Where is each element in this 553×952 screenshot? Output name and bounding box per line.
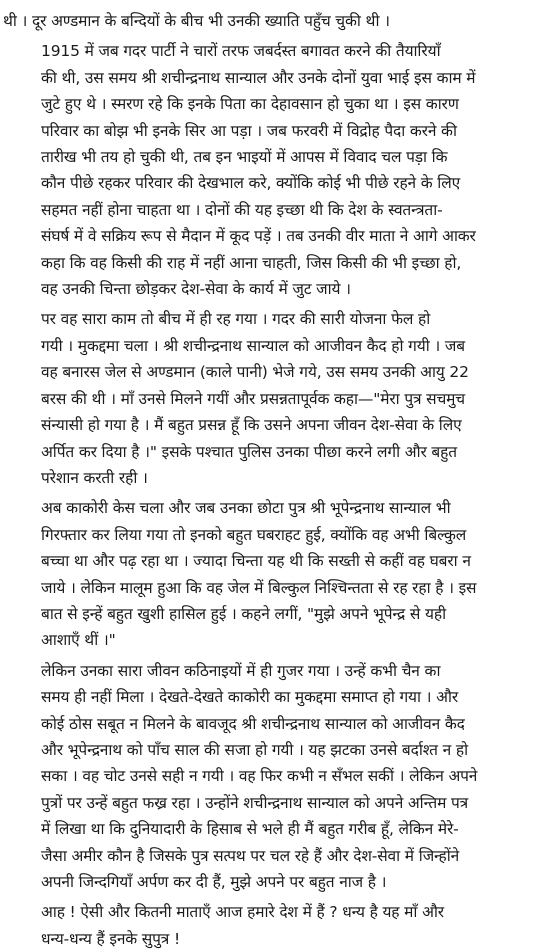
text-line: वह उनकी चिन्ता छोड़कर देश-सेवा के कार्य में जुट जाये । [41,280,351,299]
text-line: धन्य-धन्य हैं इनके सुपुत्र ! [41,929,181,948]
text-line: गयी । मुकद्दमा चला । श्री शचीन्द्रनाथ सान्याल को आजीवन कैद हो गयी । जब [41,336,465,355]
text-line: जुटे हुए थे । स्मरण रहे कि इनके पिता का देहावसान हो चुका था । इस कारण [41,95,459,114]
paragraph [3,8,547,34]
text-line: में लिखा था कि दुनियादारी के हिसाब से भले ही मैं बहुत गरीब हूँ, लेकिन मेरे- [41,820,459,839]
text-line: पुत्रों पर उन्हें बहुत फख्र रहा । उन्होंने शचीन्द्रनाथ सान्याल को अपने अन्तिम पत्र [41,793,469,812]
text-line: और भूपेन्द्रनाथ को पाँच साल की सजा हो गयी । यह झटका उनसे बर्दाश्त न हो [41,740,468,759]
text-line: परेशान करती रही । [41,468,148,487]
text-line: संन्यासी हो गया है । मैं बहुत प्रसन्न हूँ कि उसने अपना जीवन देश-सेवा के लिए [41,416,462,435]
paragraph [3,306,547,491]
text-line: समय ही नहीं मिला । देखते-देखते काकोरी का मुकद्दमा समाप्त हो गया । और [41,688,459,707]
paragraph [3,495,547,653]
text-line: जैसा अमीर कौन है जिसके पुत्र सत्पथ पर चल रहे हैं और देश-सेवा में जिन्होंने [41,846,460,865]
text-line: कहा कि वह किसी की राह में नहीं आना चाहती, जिस किसी की भी इच्छा हो, [41,253,462,272]
text-line: अर्पित कर दिया है ।" इसके पश्चात पुलिस उनका पीछा करने लगी और बहुत [41,442,457,461]
text-line: आशाएँ थीं ।" [41,631,116,650]
text-line: की थी, उस समय श्री शचीन्द्रनाथ सान्याल और उनके दोनों युवा भाई इस काम में [41,68,476,87]
text-line: लेकिन उनका सारा जीवन कठिनाइयों में ही गुजर गया । उन्हें कभी चैन का [41,661,441,680]
text-line: वह बनारस जेल से अण्डमान (काले पानी) भेजे गये, उस समय उनकी आयु 22 [41,363,469,382]
text-line: बरस की थी । माँ उनसे मिलने गयीं और प्रसन्नतापूर्वक कहा—"मेरा पुत्र सचमुच [41,389,465,408]
paragraph [3,658,547,896]
text-line: सका । वह चोट उनसे सही न गयी । वह फिर कभी न सँभल सकीं । लेकिन अपने [41,767,478,786]
text-line: आह ! ऐसी और कितनी माताएँ आज हमारे देश में हैं ? धन्य है यह माँ और [41,903,444,922]
text-line: जाये । लेकिन मालूम हुआ कि वह जेल में बिल्कुल निश्चिन्तता से रह रहा है । इस [41,578,477,597]
text-line: अब काकोरी केस चला और जब उनका छोटा पुत्र श्री भूपेन्द्रनाथ सान्याल भी [41,499,451,518]
text-line: कोई ठोस सबूत न मिलने के बावजूद श्री शचीन्द्रनाथ सान्याल को आजीवन कैद [41,714,465,733]
text-line: 1915 में जब गदर पार्टी ने चारों तरफ जबर्दस्त बगावत करने की तैयारियाँ [41,42,441,61]
text-line: बच्चा था और पढ़ रहा था । ज्यादा चिन्ता यह थी कि सख्ती से कहीं वह घबरा न [41,552,471,571]
text-line: सहमत नहीं होना चाहता था । दोनों की यह इच्छा थी कि देश के स्वतन्त्रता- [41,200,443,219]
text-line: अपनी जिन्दगियाँ अर्पण कर दी हैं, मुझे अपने पर बहुत नाज है । [41,873,387,891]
text-line: संघर्ष में वे सक्रिय रूप से मैदान में कूद पड़ें । तब उनकी वीर माता ने आगे आकर [41,227,476,246]
text-line: तारीख भी तय हो चुकी थी, तब इन भाइयों में आपस में विवाद चल पड़ा कि [41,148,448,167]
text-line: पर वह सारा काम तो बीच में ही रह गया । गदर की सारी योजना फेल हो [41,310,431,329]
text-line: गिरफ्तार कर लिया गया तो इनको बहुत घबराहट हुई, क्योंकि वह अभी बिल्कुल [41,525,467,544]
text-line: थी । दूर अण्डमान के बन्दियों के बीच भी उनकी ख्याति पहुँच चुकी थी । [3,12,390,30]
text-line: कौन पीछे रहकर परिवार की देखभाल करे, क्योंकि कोई भी पीछे रहने के लिए [41,174,461,193]
paragraph [3,899,547,952]
text-line: परिवार का बोझ भी इनके सिर आ पड़ा । जब फरवरी में विद्रोह पैदा करने की [41,121,457,140]
text-line: बात से इन्हें बहुत खुशी हासिल हुई । कहने लगीं, "मुझे अपने भूपेन्द्र से यही [41,604,446,623]
paragraph [3,38,547,302]
page-body-text [3,8,547,952]
